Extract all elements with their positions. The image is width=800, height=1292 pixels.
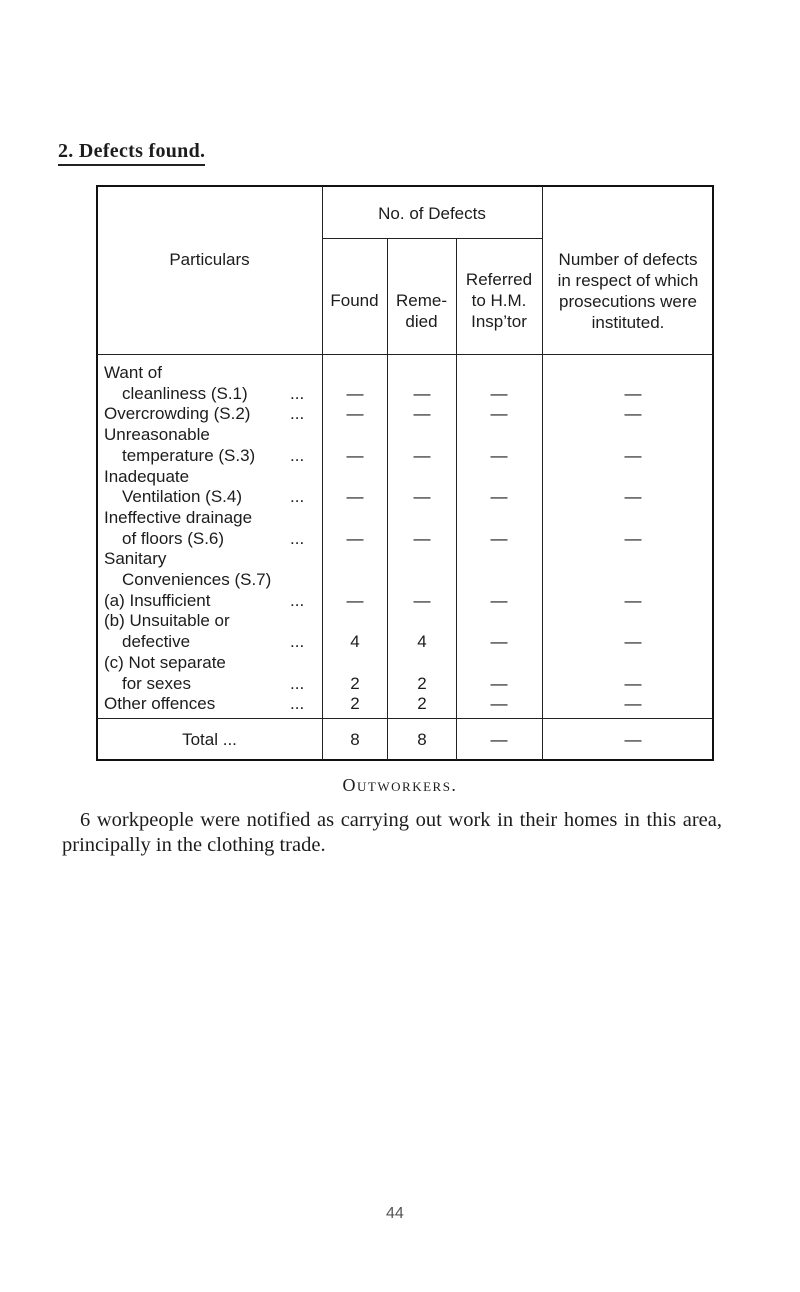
cell-remedied: —	[413, 445, 431, 465]
cell-referred: —	[490, 590, 508, 610]
total-remedied: 8	[417, 730, 427, 749]
cell-found: —	[346, 590, 364, 610]
leader-dots: ...	[290, 590, 305, 610]
cell-prosecutions: —	[624, 694, 642, 714]
header-remedied	[387, 290, 456, 332]
header-no-of-defects: No. of Defects	[378, 204, 486, 223]
leader-dots: ...	[290, 694, 305, 714]
leader-dots: ...	[290, 673, 305, 693]
cell-found: —	[346, 383, 364, 403]
cell-referred: —	[490, 528, 508, 548]
header-prosecutions-line2: in respect of which	[557, 271, 699, 290]
cell-found: 2	[350, 673, 360, 693]
header-referred	[456, 269, 542, 332]
cell-remedied: —	[413, 528, 431, 548]
header-remedied-line2: died	[405, 312, 438, 331]
leader-dots: ...	[290, 528, 305, 548]
cell-referred: —	[490, 445, 508, 465]
cell-found: —	[346, 404, 364, 424]
col-divider-found	[322, 186, 323, 760]
cell-found: 2	[350, 694, 360, 714]
total-referred: —	[490, 730, 508, 749]
cell-prosecutions: —	[624, 383, 642, 403]
header-referred-line2: to H.M.	[471, 291, 527, 310]
cell-remedied: —	[413, 404, 431, 424]
leader-dots: ...	[290, 404, 305, 424]
row-label-line: defective	[122, 632, 191, 652]
row-label-line: Ineffective drainage	[104, 507, 253, 527]
leader-dots: ...	[290, 383, 305, 403]
cell-prosecutions: —	[624, 404, 642, 424]
cell-referred: —	[490, 632, 508, 652]
header-referred-line1: Referred	[465, 270, 533, 289]
cell-prosecutions: —	[624, 632, 642, 652]
outworkers-title: Outworkers.	[342, 775, 458, 795]
cell-remedied: 2	[417, 673, 427, 693]
total-label: Total	[182, 730, 218, 749]
cell-remedied: —	[413, 383, 431, 403]
leader-dots: ...	[290, 445, 305, 465]
row-label-line: (c) Not separate	[104, 652, 226, 672]
cell-referred: —	[490, 673, 508, 693]
cell-prosecutions: —	[624, 445, 642, 465]
cell-prosecutions: —	[624, 528, 642, 548]
row-label-line: Overcrowding (S.2)	[104, 404, 251, 424]
cell-remedied: —	[413, 487, 431, 507]
total-rule	[97, 718, 713, 719]
total-found: 8	[350, 730, 360, 749]
header-prosecutions-line4: instituted.	[591, 313, 665, 332]
header-prosecutions-line1: Number of defects	[558, 250, 698, 269]
subheader-rule	[322, 238, 542, 239]
header-particulars: Particulars	[169, 250, 250, 269]
cell-referred: —	[490, 404, 508, 424]
cell-referred: —	[490, 487, 508, 507]
row-label-line: Ventilation (S.4)	[122, 487, 243, 507]
cell-prosecutions: —	[624, 487, 642, 507]
header-referred-line3: Insp’tor	[471, 312, 527, 331]
cell-found: —	[346, 445, 364, 465]
row-label-line: temperature (S.3)	[122, 445, 256, 465]
row-label	[104, 549, 322, 590]
section-heading	[58, 140, 205, 166]
header-prosecutions	[542, 249, 714, 333]
leader-dots: ...	[290, 487, 305, 507]
row-label-line: Other offences	[104, 694, 216, 714]
total-prosecutions: —	[624, 730, 642, 749]
header-prosecutions-line3: prosecutions were	[559, 292, 697, 311]
row-label-line: (b) Unsuitable or	[104, 611, 230, 631]
header-rule	[97, 354, 713, 355]
total-dots: ...	[222, 730, 237, 749]
cell-prosecutions: —	[624, 673, 642, 693]
row-label-line: for sexes	[122, 673, 191, 693]
page-number: 44	[386, 1205, 404, 1222]
outworkers-text: 6 workpeople were notified as carrying out work in their homes in this area, principally in the clothing trade.	[62, 809, 722, 856]
row-label-line: Sanitary	[104, 549, 167, 569]
cell-found: —	[346, 487, 364, 507]
total-label-cell	[97, 730, 322, 750]
row-label-line: cleanliness (S.1)	[122, 383, 248, 403]
row-label-line: Conveniences (S.7)	[122, 570, 272, 589]
cell-found: —	[346, 528, 364, 548]
header-remedied-line1: Reme-	[395, 291, 447, 310]
cell-remedied: —	[413, 590, 431, 610]
row-label-line: Want of	[104, 363, 162, 382]
cell-prosecutions: —	[624, 590, 642, 610]
row-label-line: Inadequate	[104, 466, 190, 486]
row-label-line: Unreasonable	[104, 425, 210, 445]
cell-remedied: 2	[417, 694, 427, 714]
leader-dots: ...	[290, 632, 305, 652]
cell-found: 4	[350, 632, 360, 652]
cell-referred: —	[490, 383, 508, 403]
cell-referred: —	[490, 694, 508, 714]
row-label-line: of floors (S.6)	[122, 528, 225, 548]
row-label-line: (a) Insufficient	[104, 590, 211, 610]
cell-remedied: 4	[417, 632, 427, 652]
heading-text: 2. Defects found.	[58, 140, 205, 166]
header-found: Found	[330, 291, 379, 310]
